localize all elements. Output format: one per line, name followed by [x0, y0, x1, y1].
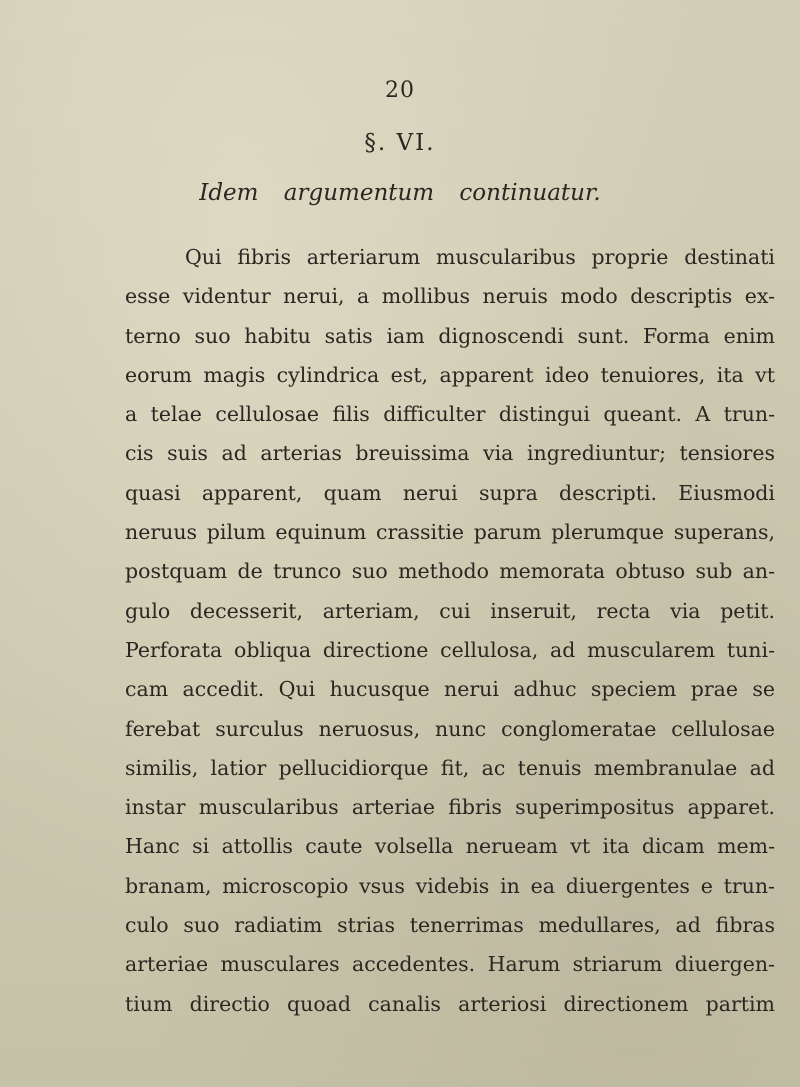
text-line: tium directio quoad canalis arteriosi directionem partim	[125, 991, 775, 1016]
text-line: eorum magis cylindrica est, apparent ideo tenuiores, ita vt	[125, 362, 775, 387]
text-line: esse videntur nerui, a mollibus neruis modo descriptis ex-	[125, 284, 775, 309]
text-line: a telae cellulosae filis difficulter distingui queant. A trun-	[125, 402, 775, 427]
text-line: ferebat surculus neruosus, nunc conglomeratae cellulosae	[125, 716, 775, 741]
section-subtitle: Idem argumentum continuatur.	[199, 180, 601, 206]
text-line: cis suis ad arterias breuissima via ingrediuntur; tensiores	[125, 441, 775, 466]
text-line: neruus pilum equinum crassitie parum plerumque superans,	[125, 520, 775, 545]
text-line: culo suo radiatim strias tenerrimas medullares, ad fibras	[125, 913, 775, 938]
section-heading: §. VI.	[364, 130, 436, 156]
page-number: 20	[385, 78, 415, 103]
text-line: postquam de trunco suo methodo memorata obtuso sub an-	[125, 559, 775, 584]
text-line: arteriae musculares accedentes. Harum striarum diuergen-	[125, 952, 775, 977]
text-line: similis, latior pellucidiorque fit, ac tenuis membranulae ad	[125, 755, 775, 780]
text-line: branam, microscopio vsus videbis in ea diuergentes e trun-	[125, 873, 775, 898]
text-line: Qui fibris arteriarum muscularibus proprie destinati	[185, 245, 775, 269]
text-line: gulo decesserit, arteriam, cui inseruit, recta via petit.	[125, 598, 775, 623]
text-line: terno suo habitu satis iam dignoscendi sunt. Forma enim	[125, 323, 775, 348]
text-line: Perforata obliqua directione cellulosa, ad muscularem tuni-	[125, 637, 775, 662]
text-line: cam accedit. Qui hucusque nerui adhuc speciem prae se	[125, 677, 775, 702]
text-line: Hanc si attollis caute volsella nerueam vt ita dicam mem-	[125, 834, 775, 859]
text-line: quasi apparent, quam nerui supra descripti. Eiusmodi	[125, 480, 775, 505]
body-text	[125, 238, 775, 1024]
text-line: instar muscularibus arteriae fibris superimpositus apparet.	[125, 795, 775, 820]
